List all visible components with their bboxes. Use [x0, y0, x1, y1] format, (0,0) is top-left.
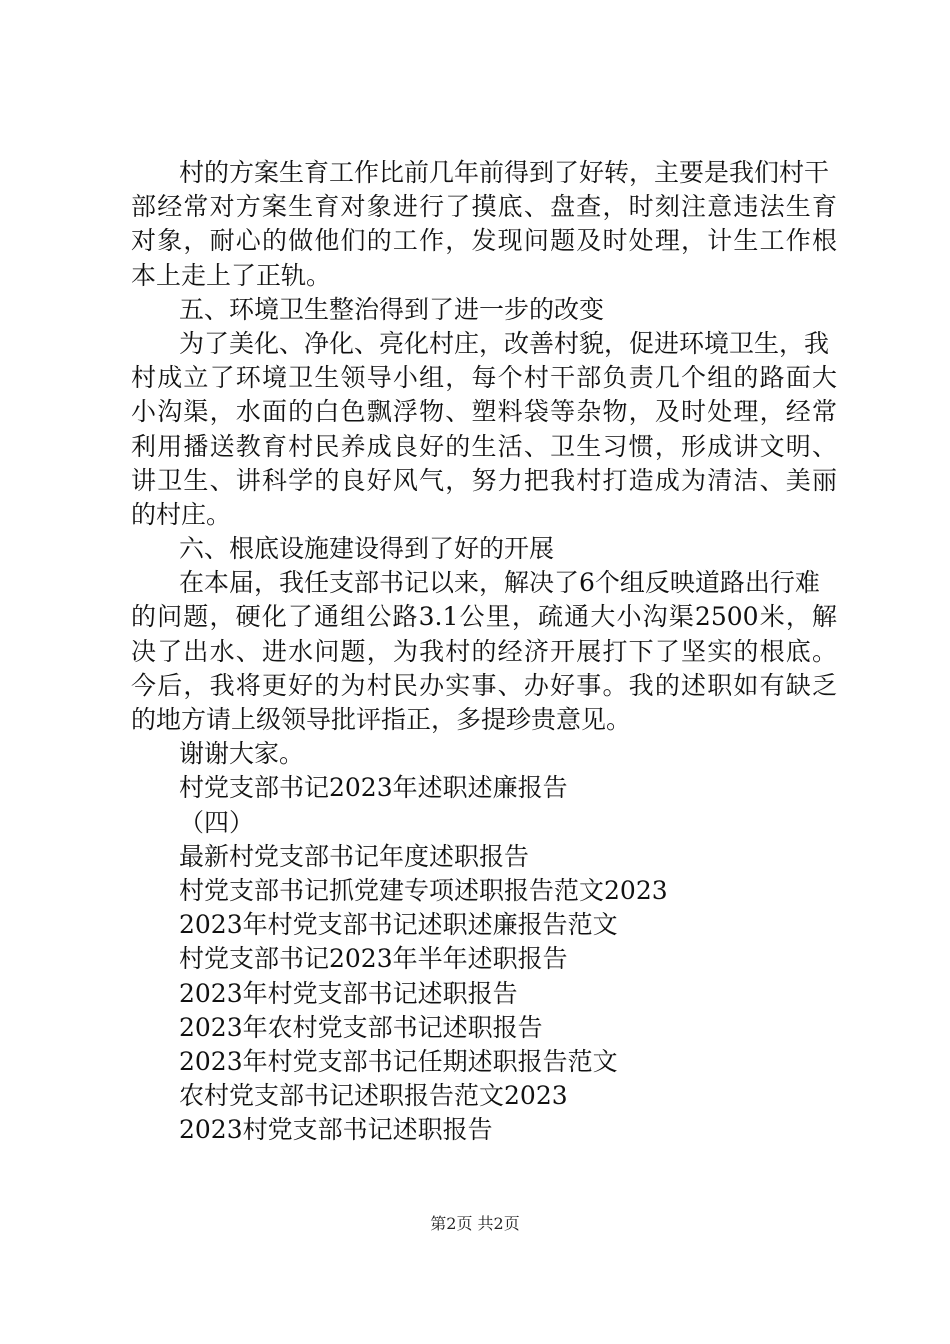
body-line: 本上走上了正轨。: [131, 260, 332, 290]
related-title: 2023年村党支部书记述职报告: [179, 978, 518, 1008]
body-line: 的问题，硬化了通组公路3.1公里，疏通大小沟渠2500米，解: [131, 602, 837, 632]
related-title: （四）: [179, 807, 255, 837]
body-line: 对象，耐心的做他们的工作，发现问题及时处理，计生工作根: [131, 226, 837, 256]
body-line: 利用播送教育村民养成良好的生活、卫生习惯，形成讲文明、: [131, 431, 837, 461]
body-line: 村的方案生育工作比前几年前得到了好转，主要是我们村干: [179, 158, 830, 187]
page-footer: [0, 1213, 950, 1235]
related-title: 村党支部书记2023年半年述职报告: [179, 944, 568, 974]
related-title: 2023村党支部书记述职报告: [179, 1115, 493, 1145]
related-title: 农村党支部书记述职报告范文2023: [179, 1081, 568, 1111]
document-body: [131, 156, 837, 1147]
related-title: 最新村党支部书记年度述职报告: [179, 841, 530, 871]
body-line: 的地方请上级领导批评指正，多提珍贵意见。: [131, 705, 632, 734]
related-title: 2023年农村党支部书记述职报告: [179, 1012, 543, 1042]
body-line: 在本届，我任支部书记以来，解决了6个组反映道路出行难: [179, 568, 820, 598]
related-title: 2023年村党支部书记述职述廉报告范文: [179, 910, 618, 940]
related-title: 村党支部书记2023年述职述廉报告: [179, 773, 568, 803]
body-line: 今后，我将更好的为村民办实事、办好事。我的述职如有缺乏: [131, 670, 837, 700]
body-line: 村成立了环境卫生领导小组，每个村干部负责几个组的路面大: [131, 363, 837, 393]
related-title: 2023年村党支部书记任期述职报告范文: [179, 1046, 618, 1076]
page-number-label: 第2页 共2页: [430, 1214, 520, 1233]
section-heading: 五、环境卫生整治得到了进一步的改变: [179, 294, 605, 324]
body-line: 的村庄。: [131, 499, 232, 529]
body-line: 部经常对方案生育对象进行了摸底、盘查，时刻注意违法生育: [131, 192, 837, 222]
body-line: 决了出水、进水问题，为我村的经济开展打下了坚实的根底。: [131, 636, 837, 666]
closing-line: 谢谢大家。: [179, 739, 305, 769]
body-line: 讲卫生、讲科学的良好风气，努力把我村打造成为清洁、美丽: [131, 465, 837, 495]
body-line: 为了美化、净化、亮化村庄，改善村貌，促进环境卫生，我: [179, 328, 830, 358]
section-heading: 六、根底设施建设得到了好的开展: [179, 534, 555, 564]
body-line: 小沟渠，水面的白色飘浮物、塑料袋等杂物，及时处理，经常: [131, 397, 837, 427]
related-title: 村党支部书记抓党建专项述职报告范文2023: [179, 875, 668, 905]
